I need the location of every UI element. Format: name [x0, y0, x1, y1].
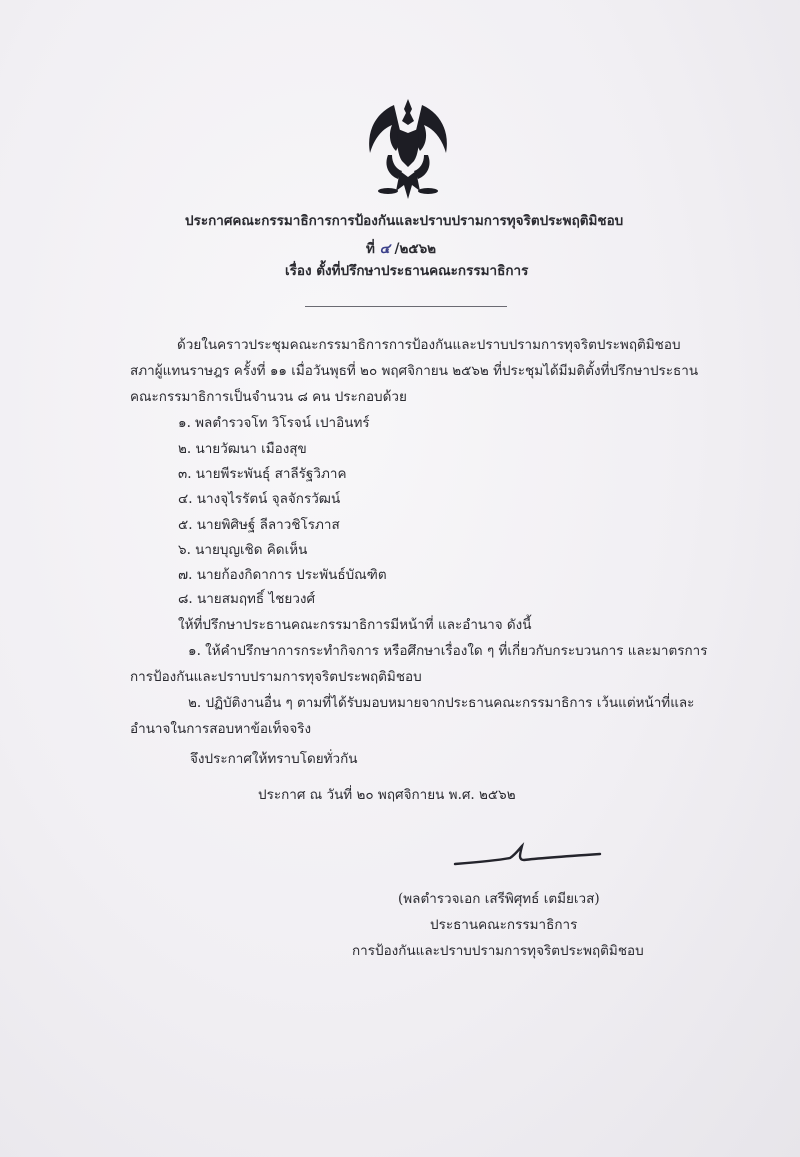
number-prefix: ที่ [366, 241, 375, 257]
duty-line: ๑. ให้คำปรึกษาการกระทำกิจการ หรือศึกษาเรื่องใด ๆ ที่เกี่ยวกับกระบวนการ และมาตรการ [188, 643, 708, 659]
member-item: ๕. นายพิศิษฐ์ ลีลาวชิโรภาส [178, 517, 340, 533]
member-item: ๔. นางจุไรรัตน์ จุลจักรวัฒน์ [178, 491, 341, 507]
intro-line: สภาผู้แทนราษฎร ครั้งที่ ๑๑ เมื่อวันพุธที่ ๒๐ พฤศจิกายน ๒๕๖๒ ที่ประชุมได้มีมติตั้งที่ปรึกษาประธาน [130, 363, 699, 379]
handwritten-number: ๔ [379, 241, 390, 257]
header-divider [305, 306, 507, 307]
document-title: ประกาศคณะกรรมาธิการการป้องกันและปราบปรามการทุจริตประพฤติมิชอบ [185, 213, 624, 229]
member-item: ๗. นายก้องกิดาการ ประพันธ์บัณฑิต [178, 567, 387, 583]
duty-line: อำนาจในการสอบหาข้อเท็จจริง [130, 721, 312, 737]
intro-line: คณะกรรมาธิการเป็นจำนวน ๘ คน ประกอบด้วย [130, 389, 407, 405]
date-line: ประกาศ ณ วันที่ ๒๐ พฤศจิกายน พ.ศ. ๒๕๖๒ [258, 787, 516, 803]
garuda-emblem-icon [358, 95, 458, 203]
duties-intro: ให้ที่ปรึกษาประธานคณะกรรมาธิการมีหน้าที่ และอำนาจ ดังนี้ [178, 617, 532, 633]
handwritten-signature-icon [450, 842, 610, 872]
member-item: ๑. พลตำรวจโท วิโรจน์ เปาอินทร์ [178, 415, 370, 431]
intro-line: ด้วยในคราวประชุมคณะกรรมาธิการการป้องกันและปราบปรามการทุจริตประพฤติมิชอบ [177, 337, 681, 353]
document-number [366, 240, 436, 258]
member-item: ๘. นายสมฤทธิ์ ไชยวงศ์ [178, 591, 316, 607]
signatory-name: (พลตำรวจเอก เสรีพิศุทธ์ เตมียเวส) [398, 891, 600, 907]
member-item: ๖. นายบุญเชิด คิดเห็น [178, 542, 308, 558]
member-item: ๓. นายพีระพันธุ์ สาลีรัฐวิภาค [178, 466, 347, 482]
number-suffix: /๒๕๖๒ [394, 241, 437, 257]
duty-line: ๒. ปฏิบัติงานอื่น ๆ ตามที่ได้รับมอบหมายจากประธานคณะกรรมาธิการ เว้นแต่หน้าที่และ [188, 695, 695, 711]
signatory-position: การป้องกันและปราบปรามการทุจริตประพฤติมิชอบ [352, 943, 644, 959]
closing-text: จึงประกาศให้ทราบโดยทั่วกัน [190, 751, 358, 767]
member-item: ๒. นายวัฒนา เมืองสุข [178, 441, 307, 457]
duty-line: การป้องกันและปราบปรามการทุจริตประพฤติมิชอบ [130, 669, 422, 685]
document-subject: เรื่อง ตั้งที่ปรึกษาประธานคณะกรรมาธิการ [285, 263, 529, 279]
signatory-position: ประธานคณะกรรมาธิการ [430, 917, 578, 933]
